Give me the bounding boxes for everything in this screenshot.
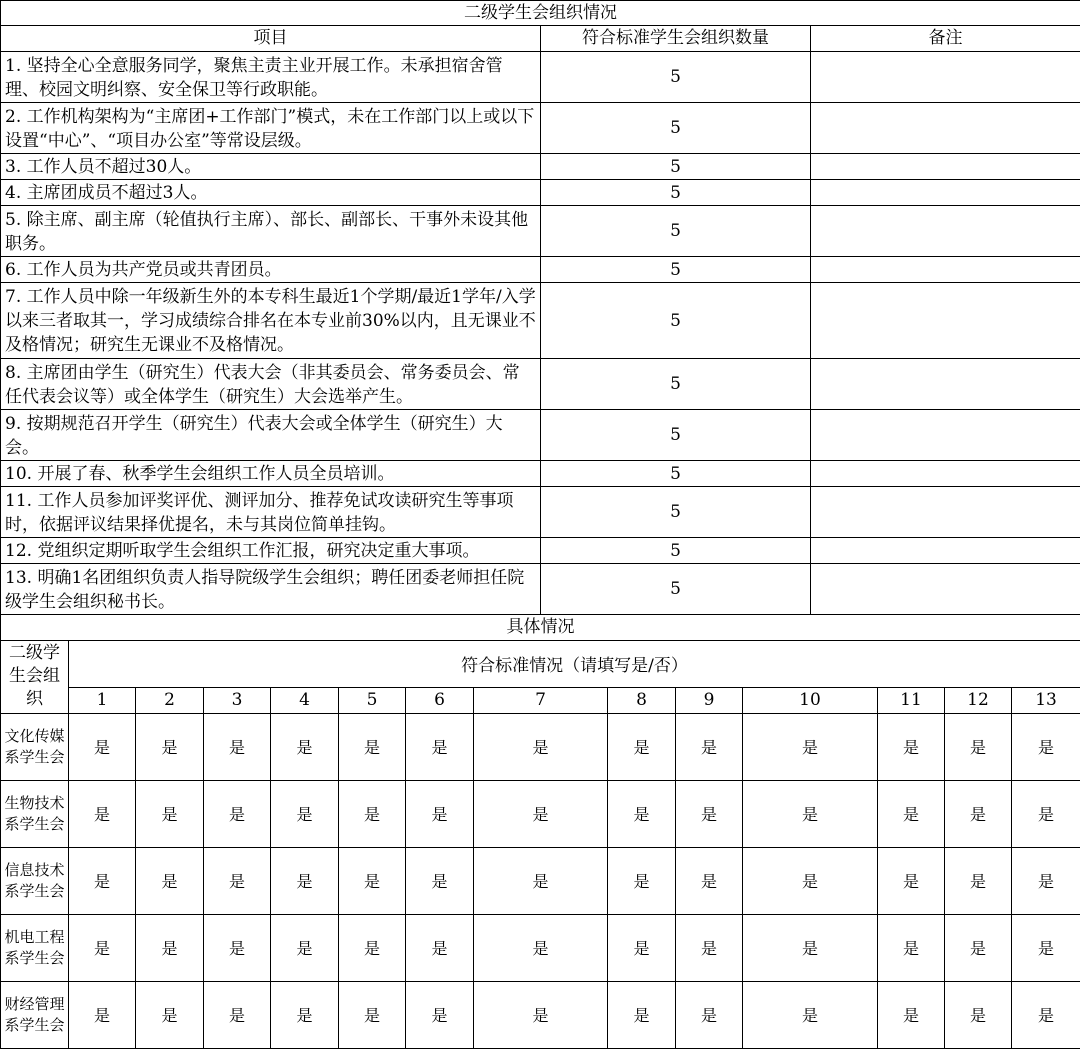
note-cell: [811, 206, 1080, 257]
table-row: [1, 52, 1080, 103]
compliance-value: 是: [204, 713, 271, 780]
table-row: [1, 780, 1080, 847]
compliance-value: 是: [1012, 847, 1080, 914]
count-value: 5: [541, 103, 811, 154]
compliance-value: 是: [339, 780, 406, 847]
compliance-value: 是: [474, 713, 608, 780]
compliance-value: 是: [271, 914, 339, 981]
org-name: 生物技术系学生会: [1, 780, 69, 847]
count-value: 5: [541, 564, 811, 615]
compliance-value: 是: [743, 914, 878, 981]
compliance-value: 是: [339, 713, 406, 780]
compliance-value: 是: [676, 847, 743, 914]
column-number: 13: [1012, 687, 1080, 713]
compliance-value: 是: [945, 847, 1012, 914]
compliance-value: 是: [1012, 780, 1080, 847]
org-name: 机电工程系学生会: [1, 914, 69, 981]
compliance-value: 是: [69, 780, 136, 847]
compliance-value: 是: [406, 780, 474, 847]
table-row: [1, 713, 1080, 780]
column-number: 4: [271, 687, 339, 713]
note-cell: [811, 180, 1080, 206]
table-row: [1, 410, 1080, 461]
compliance-value: 是: [608, 713, 676, 780]
compliance-value: 是: [676, 981, 743, 1048]
table-row: [1, 103, 1080, 154]
compliance-value: 是: [69, 847, 136, 914]
org-name: 信息技术系学生会: [1, 847, 69, 914]
compliance-value: 是: [1012, 981, 1080, 1048]
compliance-value: 是: [474, 847, 608, 914]
note-cell: [811, 257, 1080, 283]
compliance-value: 是: [878, 914, 945, 981]
item-text: 12. 党组织定期听取学生会组织工作汇报，研究决定重大事项。: [1, 538, 541, 564]
column-number: 12: [945, 687, 1012, 713]
compliance-value: 是: [608, 981, 676, 1048]
compliance-value: 是: [743, 847, 878, 914]
column-number: 1: [69, 687, 136, 713]
compliance-value: 是: [136, 914, 204, 981]
count-value: 5: [541, 154, 811, 180]
item-text: 7. 工作人员中除一年级新生外的本专科生最近1个学期/最近1学年/入学以来三者取其一，学习成绩综合排名在本专业前30%以内，且无课业不及格情况；研究生无课业不及格情况。: [1, 283, 541, 359]
item-text: 13. 明确1名团组织负责人指导院级学生会组织；聘任团委老师担任院级学生会组织秘书长。: [1, 564, 541, 615]
compliance-value: 是: [406, 713, 474, 780]
table-row: [1, 206, 1080, 257]
org-name: 财经管理系学生会: [1, 981, 69, 1048]
compliance-value: 是: [945, 780, 1012, 847]
compliance-value: 是: [1012, 713, 1080, 780]
note-cell: [811, 410, 1080, 461]
compliance-value: 是: [474, 981, 608, 1048]
item-text: 2. 工作机构架构为“主席团+工作部门”模式，未在工作部门以上或以下设置“中心”、“项目办公室”等常设层级。: [1, 103, 541, 154]
compliance-value: 是: [271, 780, 339, 847]
table-row: [1, 564, 1080, 615]
note-cell: [811, 538, 1080, 564]
table-row: [1, 487, 1080, 538]
item-text: 1. 坚持全心全意服务同学，聚焦主责主业开展工作。未承担宿舍管理、校园文明纠察、安全保卫等行政职能。: [1, 52, 541, 103]
compliance-value: 是: [69, 713, 136, 780]
compliance-value: 是: [878, 847, 945, 914]
compliance-value: 是: [406, 981, 474, 1048]
table-row: [1, 283, 1080, 359]
compliance-value: 是: [204, 914, 271, 981]
item-text: 10. 开展了春、秋季学生会组织工作人员全员培训。: [1, 461, 541, 487]
table-row: [1, 359, 1080, 410]
compliance-value: 是: [945, 981, 1012, 1048]
count-value: 5: [541, 359, 811, 410]
compliance-value: 是: [608, 914, 676, 981]
note-cell: [811, 283, 1080, 359]
table-row: [1, 257, 1080, 283]
compliance-value: 是: [204, 981, 271, 1048]
compliance-value: 是: [676, 713, 743, 780]
count-value: 5: [541, 283, 811, 359]
compliance-value: 是: [204, 847, 271, 914]
compliance-value: 是: [474, 780, 608, 847]
table-row: [1, 461, 1080, 487]
compliance-value: 是: [608, 780, 676, 847]
compliance-value: 是: [271, 847, 339, 914]
column-number: 11: [878, 687, 945, 713]
item-text: 3. 工作人员不超过30人。: [1, 154, 541, 180]
org-name: 文化传媒系学生会: [1, 713, 69, 780]
item-text: 4. 主席团成员不超过3人。: [1, 180, 541, 206]
count-value: 5: [541, 257, 811, 283]
header-note: 备注: [811, 26, 1080, 52]
note-cell: [811, 103, 1080, 154]
compliance-value: 是: [204, 780, 271, 847]
compliance-value: 是: [676, 914, 743, 981]
column-number: 5: [339, 687, 406, 713]
note-cell: [811, 52, 1080, 103]
compliance-value: 是: [743, 780, 878, 847]
count-value: 5: [541, 52, 811, 103]
detail-title: 具体情况: [1, 614, 1080, 640]
column-number: 2: [136, 687, 204, 713]
count-value: 5: [541, 410, 811, 461]
table-title: 二级学生会组织情况: [1, 1, 1080, 26]
detail-table: [0, 614, 1080, 1049]
count-value: 5: [541, 206, 811, 257]
note-cell: [811, 461, 1080, 487]
table-row: [1, 981, 1080, 1048]
note-cell: [811, 564, 1080, 615]
compliance-value: 是: [136, 780, 204, 847]
column-number: 9: [676, 687, 743, 713]
compliance-value: 是: [271, 981, 339, 1048]
column-number: 3: [204, 687, 271, 713]
org-corner-header: 二级学生会组织: [1, 640, 69, 713]
compliance-value: 是: [878, 713, 945, 780]
compliance-value: 是: [271, 713, 339, 780]
compliance-value: 是: [743, 981, 878, 1048]
compliance-value: 是: [136, 847, 204, 914]
compliance-value: 是: [69, 914, 136, 981]
count-value: 5: [541, 538, 811, 564]
column-number: 7: [474, 687, 608, 713]
note-cell: [811, 487, 1080, 538]
compliance-value: 是: [339, 914, 406, 981]
note-cell: [811, 154, 1080, 180]
compliance-value: 是: [406, 847, 474, 914]
compliance-value: 是: [474, 914, 608, 981]
compliance-value: 是: [743, 713, 878, 780]
header-item: 项目: [1, 26, 541, 52]
count-value: 5: [541, 461, 811, 487]
compliance-value: 是: [339, 847, 406, 914]
item-text: 6. 工作人员为共产党员或共青团员。: [1, 257, 541, 283]
table-row: [1, 847, 1080, 914]
item-text: 9. 按期规范召开学生（研究生）代表大会或全体学生（研究生）大会。: [1, 410, 541, 461]
compliance-value: 是: [1012, 914, 1080, 981]
column-number: 10: [743, 687, 878, 713]
compliance-value: 是: [608, 847, 676, 914]
compliance-value: 是: [136, 713, 204, 780]
compliance-value: 是: [878, 780, 945, 847]
item-text: 8. 主席团由学生（研究生）代表大会（非其委员会、常务委员会、常任代表会议等）或全体学生（研究生）大会选举产生。: [1, 359, 541, 410]
compliance-value: 是: [339, 981, 406, 1048]
table-row: [1, 538, 1080, 564]
compliance-value: 是: [945, 713, 1012, 780]
count-value: 5: [541, 487, 811, 538]
compliance-value: 是: [69, 981, 136, 1048]
compliance-value: 是: [136, 981, 204, 1048]
item-text: 5. 除主席、副主席（轮值执行主席）、部长、副部长、干事外未设其他职务。: [1, 206, 541, 257]
note-cell: [811, 359, 1080, 410]
compliance-value: 是: [878, 981, 945, 1048]
table-row: [1, 914, 1080, 981]
compliance-value: 是: [945, 914, 1012, 981]
header-count: 符合标准学生会组织数量: [541, 26, 811, 52]
table-row: [1, 154, 1080, 180]
column-number: 8: [608, 687, 676, 713]
table-row: [1, 180, 1080, 206]
compliance-value: 是: [676, 780, 743, 847]
count-value: 5: [541, 180, 811, 206]
compliance-value: 是: [406, 914, 474, 981]
standard-header: 符合标准情况（请填写是/否）: [69, 640, 1080, 687]
column-number: 6: [406, 687, 474, 713]
item-text: 11. 工作人员参加评奖评优、测评加分、推荐免试攻读研究生等事项时，依据评议结果择优提名，未与其岗位简单挂钩。: [1, 487, 541, 538]
